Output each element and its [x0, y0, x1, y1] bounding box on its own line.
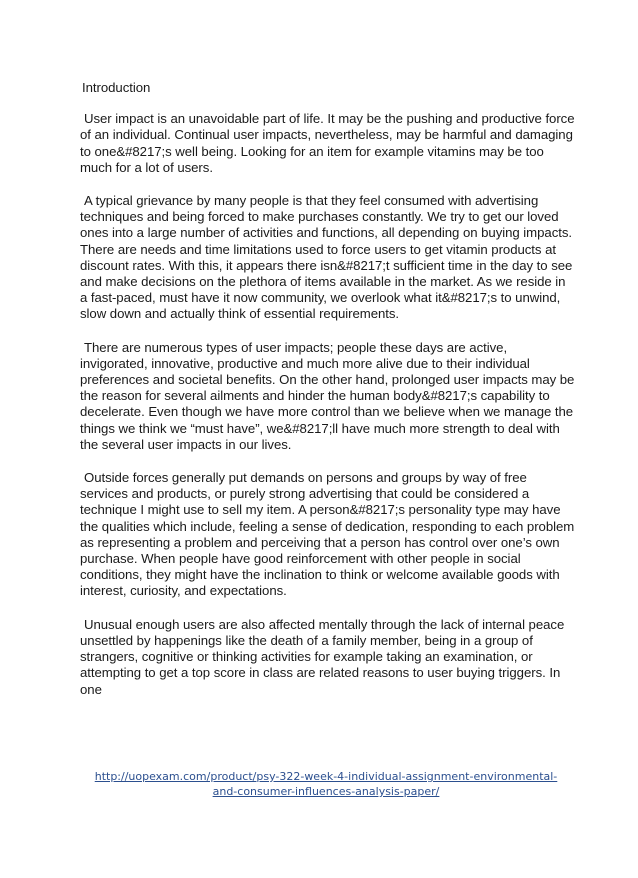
paragraph-text: There are numerous types of user impacts; people these days are active, invigorated, innovative, productive and much more alive due to their individual preferences and societal benefits. On the other hand, prolonged user impacts may be the reason for several ailments and hinder the human body&#8217;s capability to decelerate. Even though we have more control than we believe when we manage the things we think we “must have”, we&#8217;ll have much more strength to deal with the several user impacts in our lives.: [80, 339, 575, 452]
paragraph-1: [80, 111, 576, 176]
paragraph-4: [80, 470, 576, 600]
paragraph-text: A typical grievance by many people is that they feel consumed with advertising techniques and being forced to make purchases constantly. We try to get our loved ones into a large number of activities and functions, all depending on buying impacts. There are needs and time limitations used to force users to get vitamin products at discount rates. With this, it appears there isn&#8217;t sufficient time in the day to see and make decisions on the plethora of items available in the market. As we reside in a fast-paced, must have it now community, we overlook what it&#8217;s to unwind, slow down and actually think of essential requirements.: [80, 193, 573, 322]
section-heading: Introduction: [82, 80, 151, 95]
paragraph-3: [80, 340, 576, 453]
document-body: [80, 80, 576, 715]
paragraph-text: Unusual enough users are also affected mentally through the lack of internal peace unsettled by happenings like the death of a family member, being in a group of strangers, cognitive or thinking activities for example taking an examination, or attempting to get a top score in class are related reasons to user buying triggers. In one: [80, 616, 565, 697]
source-url-link[interactable]: http://uopexam.com/product/psy-322-week-4-individual-assignment-environmental-and-consumer-influences-analysis-paper/: [94, 770, 558, 798]
paragraph-text: Outside forces generally put demands on persons and groups by way of free services and products, or purely strong advertising that could be considered a technique I might use to sell my item. A person&#8217;s personality type may have the qualities which include, feeling a sense of dedication, responding to each problem as representing a problem and perceiving that a person has control over one’s own purchase. When people have good reinforcement with other people in social conditions, they might have the inclination to think or welcome available goods with interest, curiosity, and expectations.: [80, 470, 575, 599]
paragraph-text: User impact is an unavoidable part of life. It may be the pushing and productive force of an individual. Continual user impacts, nevertheless, may be harmful and damaging to one&#8217;s well being. Looking for an item for example vitamins may be too much for a lot of users.: [80, 111, 575, 175]
paragraph-5: [80, 617, 576, 698]
paragraph-2: [80, 193, 576, 323]
